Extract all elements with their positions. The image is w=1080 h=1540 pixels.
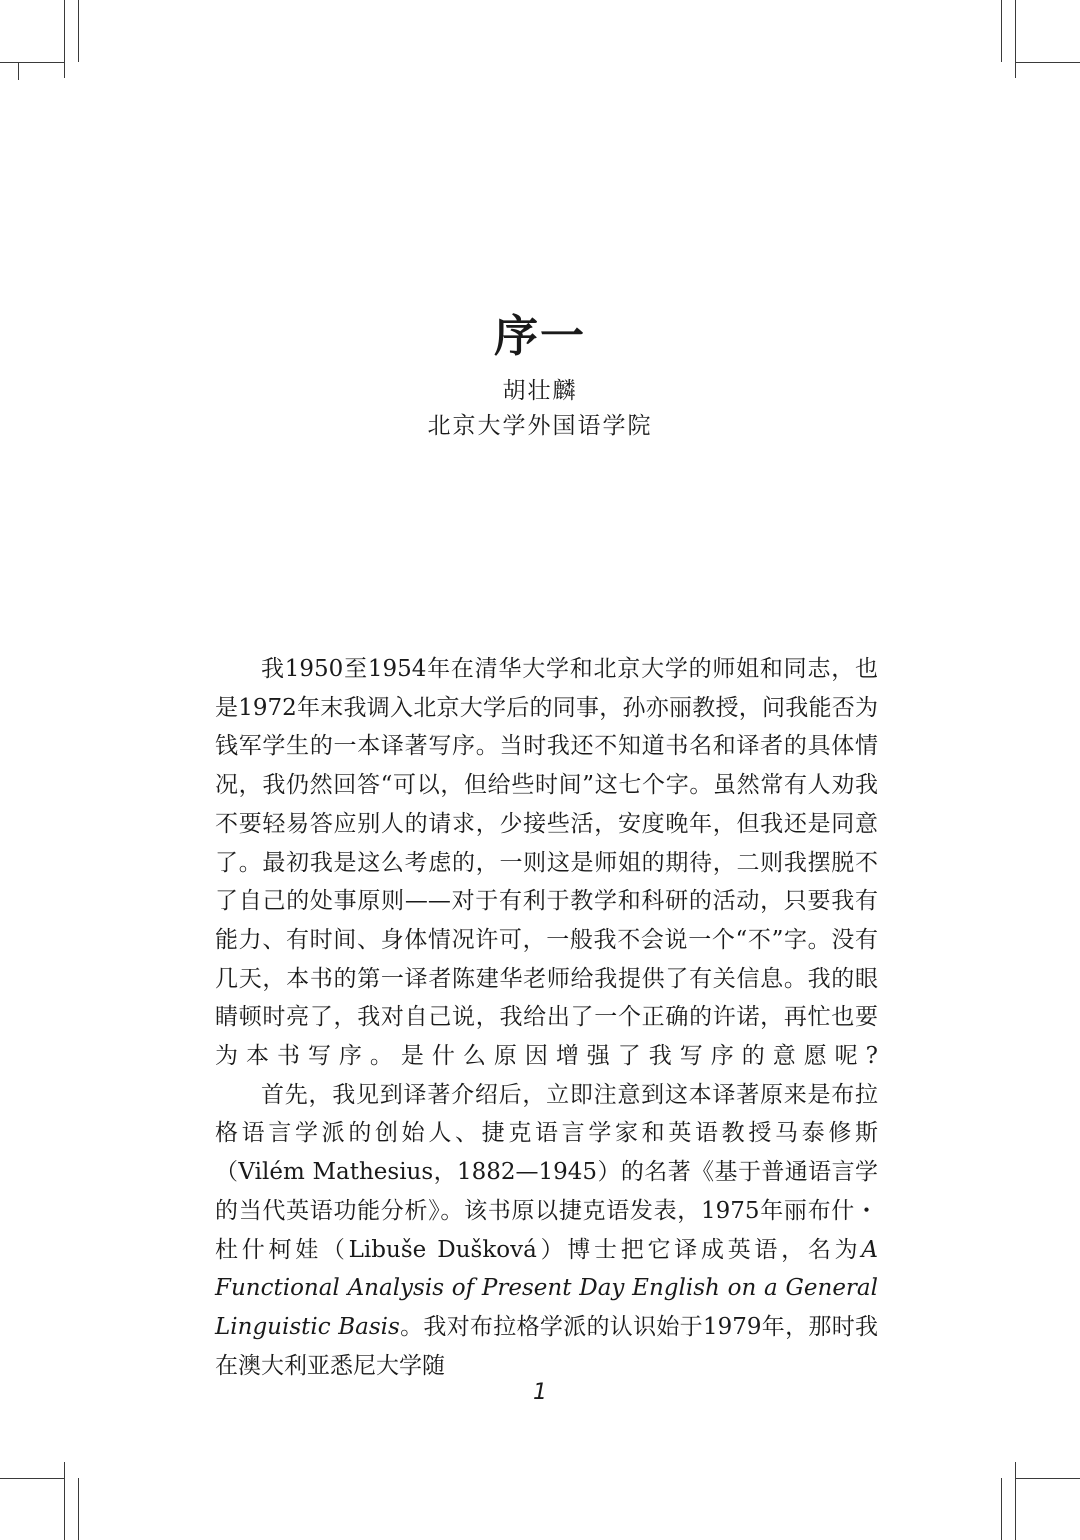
body-text (215, 650, 878, 1385)
crop-mark (64, 1462, 65, 1540)
crop-mark (1001, 1478, 1002, 1540)
book-title: A Functional Analysis of Present Day English on a General Linguistic Basis (215, 1236, 878, 1340)
crop-mark (0, 1478, 64, 1479)
crop-mark (1015, 0, 1016, 78)
crop-mark (64, 0, 65, 78)
crop-mark (78, 0, 79, 62)
author-affiliation: 北京大学外国语学院 (427, 413, 653, 439)
paragraph-text: 首先，我见到译著介绍后，立即注意到这本译著原来是布拉格语言学派的创始人、捷克语言学家和英语教授马泰修斯（Vilém Mathesius，1882—1945）的名著《基于普通语言学的当代英语功能分析》。该书原以捷克语发表，1975年丽布什・杜什柯娃（Libuše Dušková）博士把它译成英语，名为 (215, 1081, 878, 1263)
author-name: 胡壮麟 (502, 378, 578, 404)
crop-mark (1016, 62, 1080, 63)
page-title: 序一 (494, 311, 586, 362)
crop-mark (1016, 1478, 1080, 1479)
paragraph (215, 1076, 878, 1386)
paragraph: 我1950至1954年在清华大学和北京大学的师姐和同志，也是1972年末我调入北京大学后的同事，孙亦丽教授，问我能否为钱军学生的一本译著写序。当时我还不知道书名和译者的具体情况，我仍然回答“可以，但给些时间”这七个字。虽然常有人劝我不要轻易答应别人的请求，少接些活，安度晚年，但我还是同意了。最初我是这么考虑的，一则这是师姐的期待，二则我摆脱不了自己的处事原则——对于有利于教学和科研的活动，只要我有能力、有时间、身体情况许可，一般我不会说一个“不”字。没有几天，本书的第一译者陈建华老师给我提供了有关信息。我的眼睛顿时亮了，我对自己说，我给出了一个正确的许诺，再忙也要为本书写序。是什么原因增强了我写序的意愿呢? (215, 656, 878, 1070)
crop-mark (78, 1478, 79, 1540)
crop-mark (0, 62, 64, 63)
crop-mark (1001, 0, 1002, 62)
crop-mark (1015, 1462, 1016, 1540)
paragraph-text: 。我对布拉格学派的认识始于1979年，那时我在澳大利亚悉尼大学随 (215, 1313, 878, 1379)
crop-mark (18, 62, 19, 80)
page-number: 1 (533, 1380, 547, 1405)
